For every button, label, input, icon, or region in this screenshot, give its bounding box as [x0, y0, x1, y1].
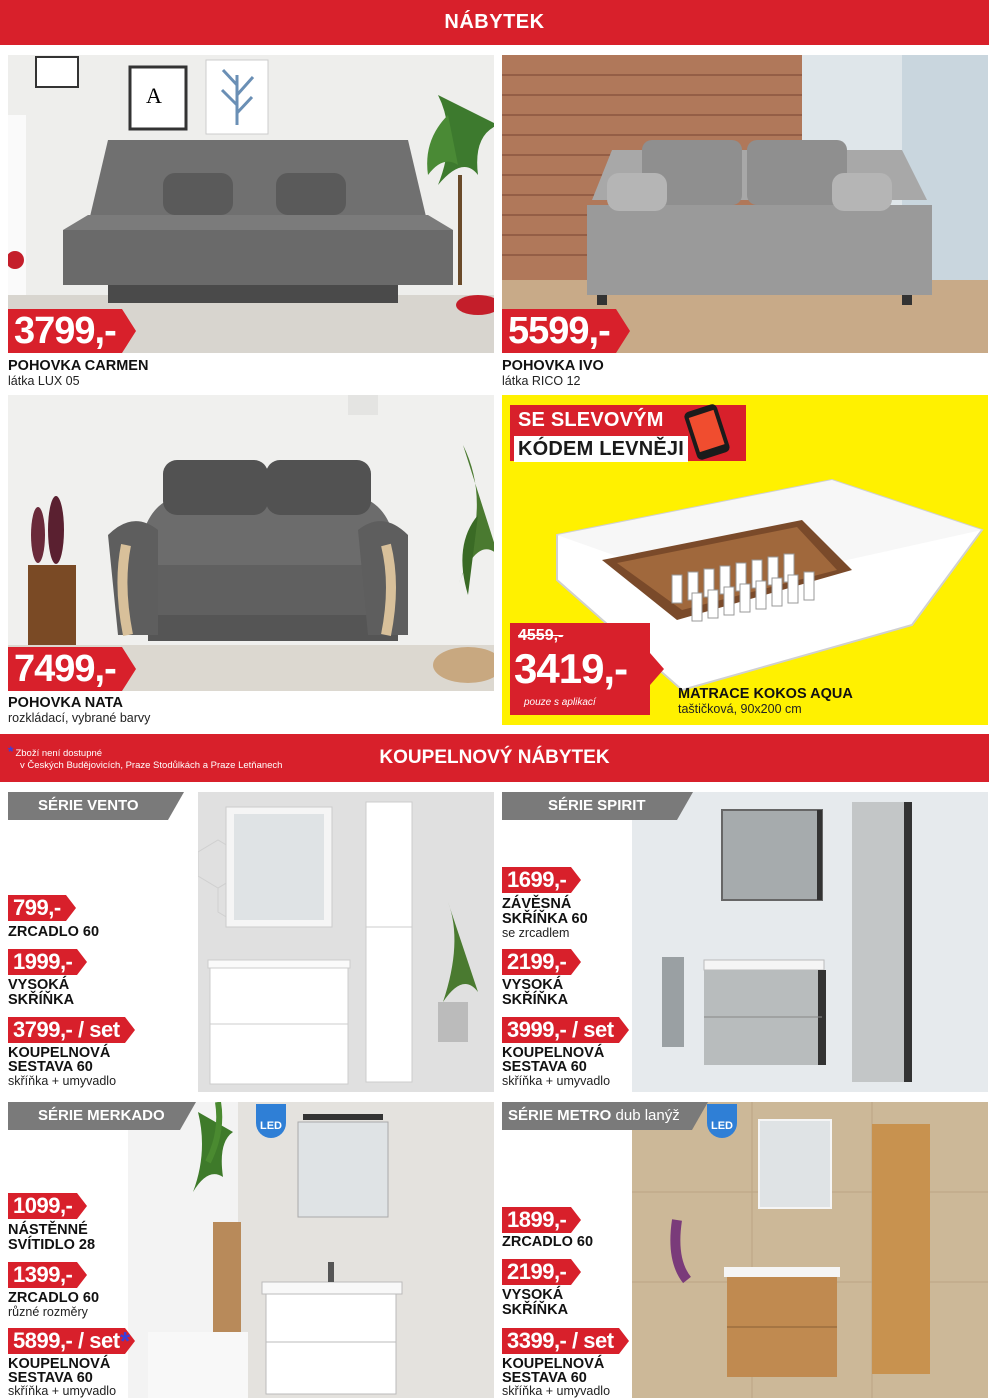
product-name: MATRACE KOKOS AQUA	[678, 686, 853, 702]
item-name: VYSOKÁ	[8, 977, 70, 993]
item-name-line-2: SESTAVA 60	[502, 1059, 587, 1075]
product-detail: látka LUX 05	[8, 374, 80, 388]
item-name: ZRCADLO 60	[8, 924, 100, 940]
new-price: 3419,-	[514, 645, 628, 692]
section-header-bathroom	[0, 734, 989, 782]
series-card-vento[interactable]	[8, 792, 494, 1092]
item-name-line-2: SKŘÍŇKA 60	[502, 911, 588, 927]
series-photo-vento	[198, 792, 494, 1092]
price-tag: 1899,-	[502, 1207, 571, 1233]
price-tag: 5899,- / set	[8, 1328, 125, 1354]
price-tag: 5599,-	[502, 309, 616, 353]
product-name: POHOVKA IVO	[502, 358, 604, 374]
product-card-mattress[interactable]	[502, 395, 988, 725]
item-detail: se zrcadlem	[502, 926, 570, 940]
section-title: NÁBYTEK	[444, 11, 545, 33]
series-label	[8, 1102, 180, 1130]
series-label	[502, 792, 677, 820]
item-name: ZRCADLO 60	[502, 1234, 594, 1250]
item-name: KOUPELNOVÁ	[502, 1045, 605, 1061]
old-price: 4559,-	[518, 627, 564, 644]
promo-line-1: SE SLEVOVÝM	[518, 409, 664, 431]
asterisk-icon: *	[8, 743, 14, 759]
section-header-furniture	[0, 0, 989, 45]
item-name-line-2: SESTAVA 60	[8, 1370, 93, 1386]
item-name: KOUPELNOVÁ	[8, 1356, 111, 1372]
price-tag: 1999,-	[8, 949, 77, 975]
series-title: SÉRIE VENTO	[38, 797, 139, 814]
note-line-2: v Českých Budějovicích, Praze Stodůlkách a Praze Letňanech	[20, 760, 283, 771]
series-card-merkado[interactable]	[8, 1102, 494, 1398]
price-tag: 7499,-	[8, 647, 122, 691]
product-name: POHOVKA CARMEN	[8, 358, 149, 374]
section-title: KOUPELNOVÝ NÁBYTEK	[379, 747, 610, 768]
item-name-line-2: SESTAVA 60	[8, 1059, 93, 1075]
app-only-note: pouze s aplikací	[524, 697, 596, 708]
item-name-line-2: SKŘÍŇKA	[8, 992, 75, 1008]
price-tag: 799,-	[8, 895, 66, 921]
price-tag: 3799,- / set	[8, 1017, 125, 1043]
item-name: VYSOKÁ	[502, 977, 564, 993]
item-detail: skříňka + umyvadlo	[502, 1384, 611, 1398]
series-title: SÉRIE METRO	[508, 1107, 612, 1124]
item-name: KOUPELNOVÁ	[8, 1045, 111, 1061]
series-finish: dub lanýž	[615, 1107, 680, 1124]
led-badge: LED	[256, 1104, 286, 1138]
item-name-line-2: SKŘÍŇKA	[502, 992, 569, 1008]
item-name: ZÁVĚSNÁ	[502, 896, 572, 912]
item-name-line-2: SKŘÍŇKA	[502, 1302, 569, 1318]
series-label	[8, 792, 168, 820]
price-tag: 3399,- / set	[502, 1328, 619, 1354]
series-title: SÉRIE SPIRIT	[548, 797, 646, 814]
svg-text:A: A	[146, 83, 162, 108]
item-name: KOUPELNOVÁ	[502, 1356, 605, 1372]
item-name: ZRCADLO 60	[8, 1290, 100, 1306]
series-photo-merkado	[128, 1102, 494, 1398]
item-detail: různé rozměry	[8, 1305, 88, 1319]
product-card-carmen[interactable]	[8, 55, 494, 390]
price-tag: 2199,-	[502, 1259, 571, 1285]
item-name-line-2: SESTAVA 60	[502, 1370, 587, 1386]
item-detail: skříňka + umyvadlo	[8, 1074, 117, 1088]
price-tag: 2199,-	[502, 949, 571, 975]
price-tag: 1699,-	[502, 867, 571, 893]
item-name: VYSOKÁ	[502, 1287, 564, 1303]
product-card-nata[interactable]	[8, 395, 494, 730]
item-name-line-2: SVÍTIDLO 28	[8, 1237, 96, 1253]
product-detail: taštičková, 90x200 cm	[678, 702, 802, 716]
price-tag: 1399,-	[8, 1262, 77, 1288]
series-photo-metro	[632, 1102, 988, 1398]
item-detail: skříňka + umyvadlo	[502, 1074, 611, 1088]
product-name: POHOVKA NATA	[8, 695, 123, 711]
series-photo-spirit	[632, 792, 988, 1092]
price-tag: 3999,- / set	[502, 1017, 619, 1043]
product-detail: rozkládací, vybrané barvy	[8, 711, 151, 725]
item-detail: skříňka + umyvadlo	[8, 1384, 117, 1398]
price-tag: 1099,-	[8, 1193, 77, 1219]
led-badge: LED	[707, 1104, 737, 1138]
price-tag: 3799,-	[8, 309, 122, 353]
series-card-metro[interactable]	[502, 1102, 988, 1398]
product-card-ivo[interactable]	[502, 55, 988, 390]
mattress-price-tag	[510, 623, 650, 715]
series-label	[502, 1102, 692, 1130]
series-title: SÉRIE MERKADO	[38, 1107, 165, 1124]
product-detail: látka RICO 12	[502, 374, 581, 388]
item-name: NÁSTĚNNÉ	[8, 1222, 88, 1238]
asterisk-icon: *	[120, 1326, 131, 1356]
note-line-1: Zboží není dostupné	[15, 748, 103, 759]
promo-line-2: KÓDEM LEVNĚJI	[514, 436, 688, 462]
series-card-spirit[interactable]	[502, 792, 988, 1092]
